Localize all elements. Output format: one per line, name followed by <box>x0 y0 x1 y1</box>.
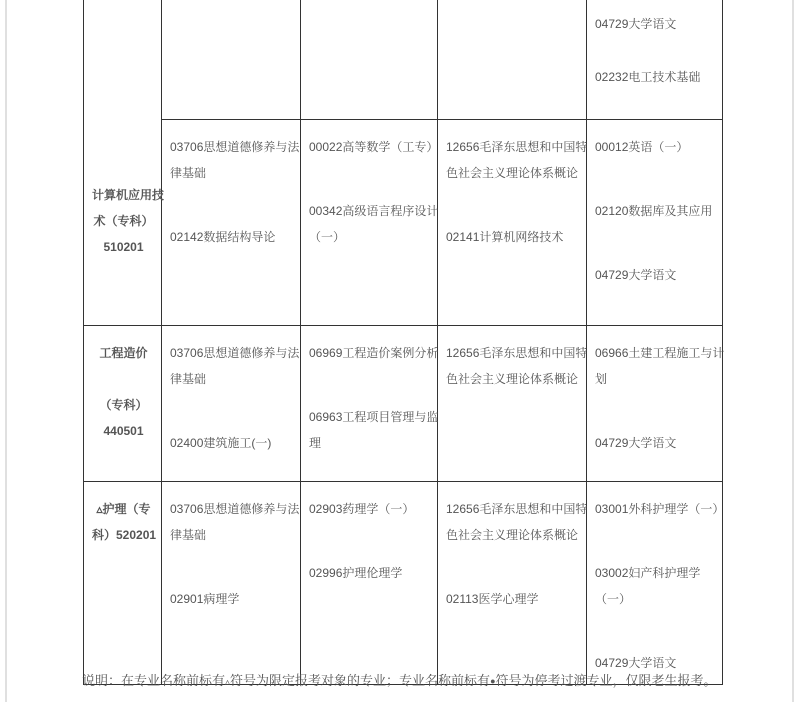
course-cell-top-col4 <box>587 0 723 120</box>
dot-symbol: ● <box>490 676 496 686</box>
exam-schedule-table <box>83 0 723 685</box>
course-cell-nursing-col3 <box>438 482 587 685</box>
course-cell-computer-col1 <box>162 120 301 326</box>
text-entry: 02901病理学 <box>170 592 240 606</box>
text-entry: 00342高级语言程序设计 （一） <box>309 204 439 244</box>
text-entry: 00022高等数学（工专） <box>309 140 439 154</box>
course-cell-cost-col3 <box>438 326 587 482</box>
course-cell-computer-col4 <box>587 120 723 326</box>
text-entry: 00012英语（一） <box>595 140 689 154</box>
major-cell-nursing <box>84 482 162 685</box>
text-entry: 04729大学语文 <box>595 656 677 670</box>
text-entry: 03706思想道德修养与法 律基础 <box>170 502 300 542</box>
text-entry: 02400建筑施工(一) <box>170 436 272 450</box>
text-entry: 03706思想道德修养与法 律基础 <box>170 346 300 386</box>
text-entry: 03706思想道德修养与法 律基础 <box>170 140 300 180</box>
text-entry: 06963工程项目管理与监 理 <box>309 410 439 450</box>
table-row-engineering-cost <box>84 326 723 482</box>
text-entry: 02142数据结构导论 <box>170 230 276 244</box>
table-row-partial-top <box>84 0 723 120</box>
text-entry: 03002妇产科护理学 （一） <box>595 566 701 606</box>
text-entry: 02113医学心理学 <box>446 592 539 606</box>
major-cell-computer-application <box>84 0 165 326</box>
course-cell-empty <box>162 0 301 120</box>
course-cell-cost-col4 <box>587 326 723 482</box>
text-entry: 04729大学语文 <box>595 268 677 282</box>
course-cell-computer-col2 <box>301 120 438 326</box>
text-entry: 06969工程造价案例分析 <box>309 346 439 360</box>
text-entry: 06966土建工程施工与计 划 <box>595 346 725 386</box>
table-row-computer-application <box>84 120 723 326</box>
text-entry: 02120数据库及其应用 <box>595 204 713 218</box>
course-cell-empty <box>438 0 587 120</box>
text-entry: 12656毛泽东思想和中国特 色社会主义理论体系概论 <box>446 140 588 180</box>
course-cell-nursing-col1 <box>162 482 301 685</box>
text-entry: 12656毛泽东思想和中国特 色社会主义理论体系概论 <box>446 502 588 542</box>
text-entry: 03001外科护理学（一） <box>595 502 725 516</box>
text-entry: 02996护理伦理学 <box>309 566 403 580</box>
text-entry: 04729大学语文 <box>595 436 677 450</box>
course-cell-cost-col2 <box>301 326 438 482</box>
text-entry: 02903药理学（一） <box>309 502 415 516</box>
text-entry: 计算机应用技 术（专科） 510201 <box>92 188 165 254</box>
footnote-text-3: 符号为停考过渡专业，仅限老生报考。 <box>495 673 717 688</box>
major-cell-engineering-cost <box>84 326 162 482</box>
course-cell-nursing-col2 <box>301 482 438 685</box>
text-entry: 04729大学语文 <box>595 17 677 31</box>
course-cell-computer-col3 <box>438 120 587 326</box>
text-entry: 02232电工技术基础 <box>595 70 701 84</box>
triangle-symbol: ▵ <box>225 677 231 688</box>
text-entry: 工程造价 <box>99 346 148 360</box>
text-entry: （专科） 440501 <box>99 398 148 438</box>
table-row-nursing <box>84 482 723 685</box>
course-cell-empty <box>301 0 438 120</box>
text-entry: 02141计算机网络技术 <box>446 230 564 244</box>
text-entry: 12656毛泽东思想和中国特 色社会主义理论体系概论 <box>446 346 588 386</box>
text-entry: ▵护理（专 科）520201 <box>92 502 157 542</box>
course-cell-cost-col1 <box>162 326 301 482</box>
footnote <box>82 668 717 696</box>
footnote-text-1: 说明：在专业名称前标有 <box>82 673 226 688</box>
footnote-text-2: 符号为限定报考对象的专业；专业名称前标有 <box>230 673 491 688</box>
course-cell-nursing-col4 <box>587 482 723 685</box>
